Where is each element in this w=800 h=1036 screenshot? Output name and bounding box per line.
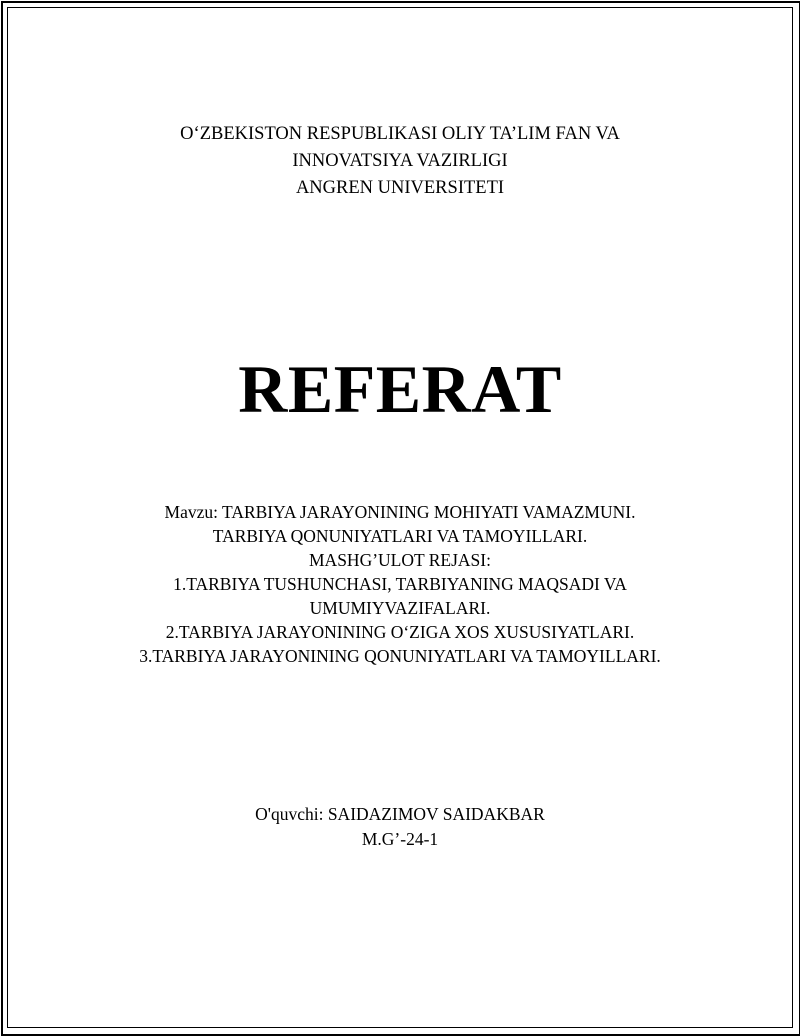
university-name: ANGREN UNIVERSITETI	[295, 178, 505, 198]
document-title	[0, 346, 800, 432]
topic-line-1: Mavzu: TARBIYA JARAYONINING MOHIYATI VAMAZMUNI.	[164, 502, 636, 522]
ministry-line-1: O‘ZBEKISTON RESPUBLIKASI OLIY TA’LIM FAN VA	[180, 124, 620, 144]
institution-header	[0, 121, 800, 202]
topic-section	[0, 500, 800, 668]
plan-heading: MASHG’ULOT REJASI:	[309, 550, 491, 570]
ministry-line-2: INNOVATSIYA VAZIRLIGI	[292, 151, 508, 171]
student-name: O'quvchi: SAIDAZIMOV SAIDAKBAR	[255, 804, 545, 824]
plan-item: 1.TARBIYA TUSHUNCHASI, TARBIYANING MAQSADI VA	[173, 574, 627, 594]
plan-item: 3.TARBIYA JARAYONINING QONUNIYATLARI VA TAMOYILLARI.	[139, 646, 661, 666]
plan-item: 2.TARBIYA JARAYONINING O‘ZIGA XOS XUSUSIYATLARI.	[165, 622, 635, 642]
student-group: M.G’-24-1	[361, 829, 439, 849]
title-text: REFERAT	[238, 351, 562, 427]
plan-item: UMUMIYVAZIFALARI.	[309, 598, 491, 618]
student-info	[0, 802, 800, 852]
topic-line-2: TARBIYA QONUNIYATLARI VA TAMOYILLARI.	[212, 526, 588, 546]
